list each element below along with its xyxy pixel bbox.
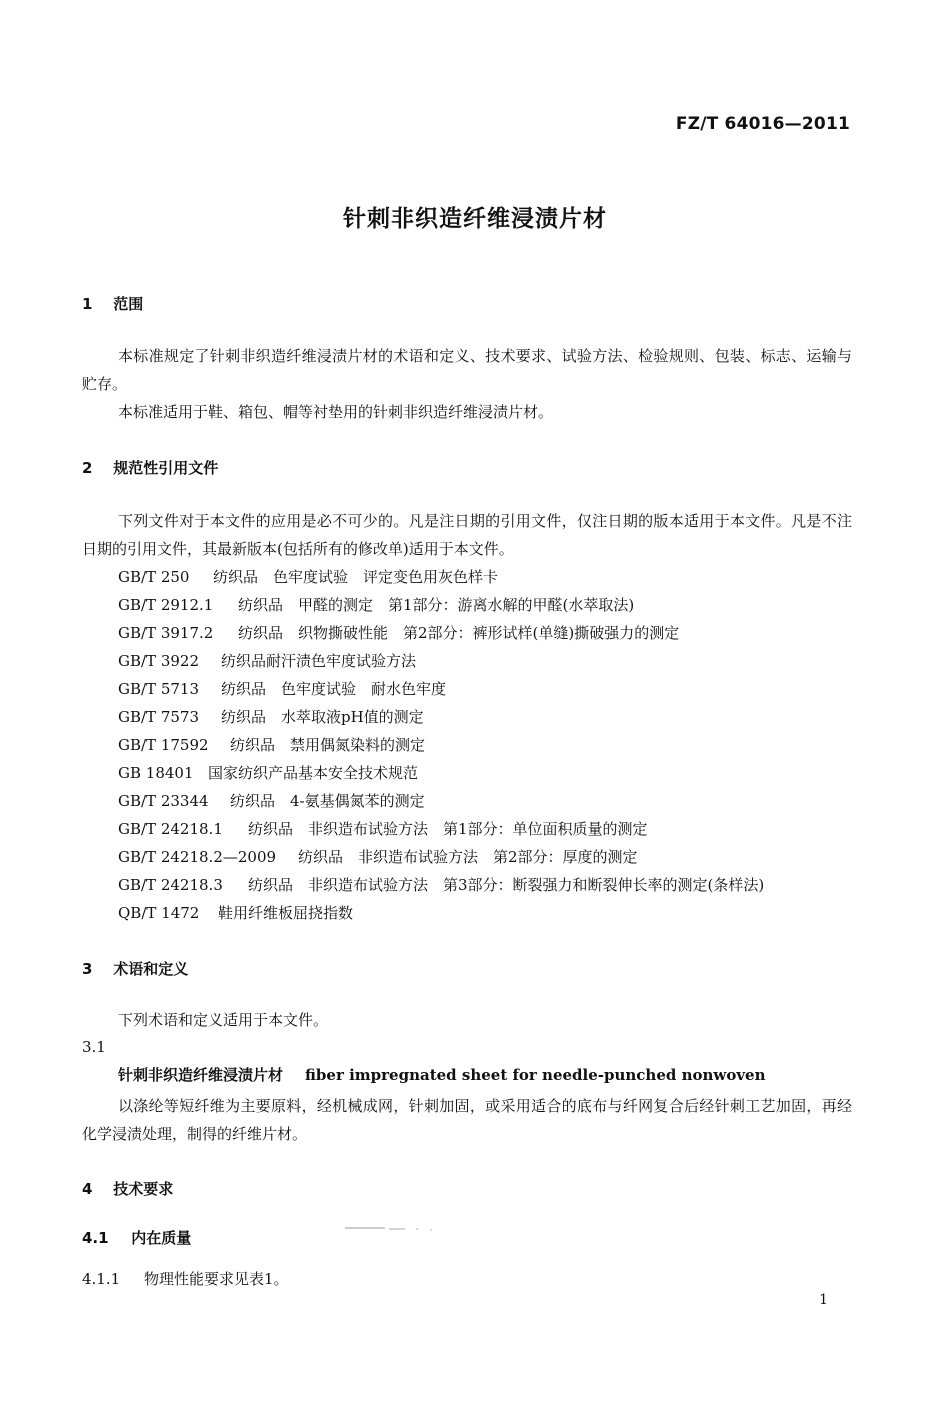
reference-title: 鞋用纤维板屈挠指数 [218,904,354,922]
reference-code: GB/T 5713 [118,680,200,698]
reference-title: 纺织品耐汗渍色牢度试验方法 [221,652,417,670]
term-chinese: 针刺非织造纤维浸渍片材 [118,1066,284,1084]
reference-title: 纺织品 非织造布试验方法 第2部分：厚度的测定 [298,848,638,866]
reference-code: GB/T 17592 [118,736,209,754]
reference-title: 纺织品 甲醛的测定 第1部分：游离水解的甲醛(水萃取法) [238,596,635,614]
clause-number: 3.1 [82,1038,106,1056]
reference-item [118,675,764,703]
reference-code: GB 18401 [118,764,194,782]
reference-title: 纺织品 非织造布试验方法 第3部分：断裂强力和断裂伸长率的测定(条样法) [248,876,765,894]
scope-paragraph-2: 本标准适用于鞋、箱包、帽等衬垫用的针刺非织造纤维浸渍片材。 [118,403,554,421]
scope-paragraph-1: 本标准规定了针刺非织造纤维浸渍片材的术语和定义、技术要求、试验方法、检验规则、包装、标志、运输与贮存。 [82,347,852,393]
scan-smudge-mark [345,1225,435,1233]
reference-title: 纺织品 水萃取液pH值的测定 [221,708,424,726]
reference-code: GB/T 3922 [118,652,200,670]
section-number: 4 [82,1180,93,1198]
reference-code: GB/T 3917.2 [118,624,214,642]
term-english: fiber impregnated sheet for needle-punched nonwoven [305,1066,766,1084]
section-2-heading [82,457,218,478]
reference-title: 纺织品 色牢度试验 评定变色用灰色样卡 [213,568,499,586]
section-title: 规范性引用文件 [113,459,219,477]
reference-item [118,591,764,619]
reference-title: 纺织品 色牢度试验 耐水色牢度 [221,680,447,698]
term-entry [118,1064,766,1085]
clause-text: 物理性能要求见表1。 [144,1270,289,1288]
reference-item [118,899,764,927]
reference-code: GB/T 250 [118,568,190,586]
reference-item [118,703,764,731]
clause-number: 4.1.1 [82,1270,121,1288]
terms-intro: 下列术语和定义适用于本文件。 [118,1011,329,1029]
section-title: 范围 [113,295,144,313]
page-number: 1 [819,1292,828,1308]
reference-list [118,563,764,927]
reference-title: 纺织品 4-氨基偶氮苯的测定 [230,792,425,810]
subsection-number: 4.1 [82,1229,109,1247]
reference-code: GB/T 7573 [118,708,200,726]
reference-code: GB/T 24218.3 [118,876,223,894]
reference-title: 纺织品 织物撕破性能 第2部分：裤形试样(单缝)撕破强力的测定 [238,624,680,642]
subsection-title: 内在质量 [131,1229,192,1247]
section-3-heading [82,958,188,979]
reference-code: QB/T 1472 [118,904,200,922]
reference-item [118,647,764,675]
reference-item [118,815,764,843]
reference-item [118,843,764,871]
reference-title: 纺织品 非织造布试验方法 第1部分：单位面积质量的测定 [248,820,648,838]
reference-item [118,871,764,899]
section-title: 技术要求 [113,1180,174,1198]
reference-item [118,563,764,591]
section-title: 术语和定义 [113,960,189,978]
reference-item [118,619,764,647]
section-number: 2 [82,459,93,477]
normative-references-intro: 下列文件对于本文件的应用是必不可少的。凡是注日期的引用文件，仅注日期的版本适用于本文件。凡是不注日期的引用文件，其最新版本(包括所有的修改单)适用于本文件。 [82,512,852,558]
subsection-4-1-1 [82,1268,289,1289]
section-number: 1 [82,295,93,313]
reference-item [118,787,764,815]
reference-code: GB/T 24218.1 [118,820,223,838]
subsection-4-1-heading [82,1227,191,1248]
reference-item [118,759,764,787]
reference-code: GB/T 24218.2—2009 [118,848,277,866]
reference-title: 纺织品 禁用偶氮染料的测定 [230,736,426,754]
section-1-heading [82,293,143,314]
reference-title: 国家纺织产品基本安全技术规范 [208,764,419,782]
document-title: 针刺非织造纤维浸渍片材 [343,206,607,232]
term-definition: 以涤纶等短纤维为主要原料，经机械成网，针刺加固，或采用适合的底布与纤网复合后经针刺工艺加固，再经化学浸渍处理，制得的纤维片材。 [82,1097,852,1143]
standard-code: FZ/T 64016—2011 [675,114,850,134]
reference-item [118,731,764,759]
reference-code: GB/T 2912.1 [118,596,214,614]
section-4-heading [82,1178,173,1199]
reference-code: GB/T 23344 [118,792,209,810]
section-number: 3 [82,960,93,978]
